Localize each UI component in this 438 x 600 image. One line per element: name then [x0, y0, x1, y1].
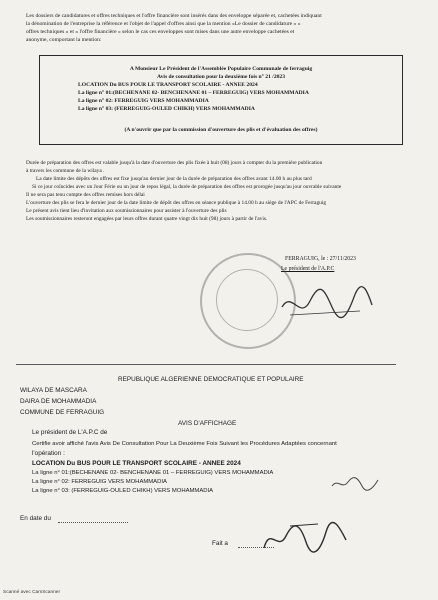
handwritten-number [330, 476, 380, 492]
section-divider [16, 364, 396, 365]
box-addressee: A Monsieur Le Président de l'Assemblée Populaire Communale de ferraguig [129, 66, 313, 72]
body-line-8: Les soumissionnaires resteront engagées par leurs offres durant quatre vingt dix huit (98) jours à partir de l'avis. [26, 216, 268, 222]
intro-line-2: la dénomination de l'entreprise la référence et l'objet de l'appel d'offres ainsi que la mention «Le dossier de candidature » « [26, 21, 301, 27]
body-line-4: Si ce jour coïncides avec un Jour Férie ou un jour de repos légal, la durée de préparation des offres est prorogée jusqu'au jour ouvrable suivante [32, 184, 342, 190]
location-line: LOCATION Du BUS POUR LE TRANSPORT SCOLAIRE - ANNEE 2024 [32, 460, 241, 467]
daira-label: DAIRA DE MOHAMMADIA [20, 398, 97, 405]
intro-line-3: offres techniques » et « l'offre financière » selon le cas ces enveloppes sont mises dans une autre enveloppe cachetées et [26, 29, 295, 35]
certifie-line-1: Certifie avoir affiché l'avis Avis De Consultation Pour La Deuxième Fois Suivant les Procédures Adaptées concernant [32, 441, 337, 447]
box-commission-note: (A n'ouvrir que par la commission d'ouverture des plis et d'évaluation des offres) [124, 127, 318, 133]
en-date-du-label: En date du [20, 515, 51, 522]
date-blank [58, 522, 128, 523]
wilaya-label: WILAYA DE MASCARA [20, 387, 87, 394]
lower-handwritten-signature [260, 518, 350, 558]
sign-place-date: FERRAGUIG, le : 27/11/2023 [285, 256, 356, 262]
body-line-2: à travers les commune de la wilaya . [26, 168, 105, 174]
intro-line-1: Les dossiers de candidatures et offres techniques et l'offre financière sont insérés dans des enveloppe séparée et, cachetées indiquant [26, 13, 322, 19]
lower-ligne-2: La ligne n° 02: FERREGUIG VERS MOHAMMADIA [32, 479, 167, 485]
lower-ligne-3: La ligne n° 03: (FERREGUIG-OULED CHIKH) VERS MOHAMMADIA [32, 488, 214, 494]
lower-ligne-1: La ligne n° 01:(BECHENANE 02- BENCHENANE 01 – FERREGUIG) VERS MOHAMMADIA [32, 470, 274, 476]
box-ligne-2: La ligne n° 02: FERREGUIG VERS MOHAMMADIA [78, 98, 209, 104]
camscanner-watermark: Scanné avec CamScanner [3, 590, 61, 595]
sign-title: Le président de l'A.P.C [281, 266, 335, 272]
box-avis: Avis de consultation pour la deuxième fois n° 21 /2023 [156, 74, 286, 80]
body-line-7: Le présent avis tient lieu d'invitation aux soumissionnaires pour assister à l'ouverture des plis [26, 208, 227, 214]
body-line-1: Durée de préparation des offres est valable jusqu'à la date d'ouverture des plis fixée à huit (08) jours à compter du la première publication [26, 160, 323, 166]
intro-line-4: anonyme, comportant la mention: [26, 37, 102, 43]
commune-label: COMMUNE DE FERRAGUIG [20, 409, 105, 416]
box-location: LOCATION Du BUS POUR LE TRANSPORT SCOLAIRE - ANNEE 2024 [78, 82, 258, 88]
box-ligne-1: La ligne n° 01:(BECHENANE 02- BENCHENANE 01 – FERREGUIG) VERS MOHAMMADIA [78, 90, 309, 96]
republic-heading: REPUBLIQUE ALGERIENNE DEMOCRATIQUE ET POPULAIRE [118, 376, 304, 383]
box-ligne-3: La ligne n° 03: (FERREGUIG-OULED CHIKH) VERS MOHAMMADIA [78, 106, 255, 112]
envelope-mention-box [39, 55, 403, 145]
president-label: Le président de L'A.P.C de [32, 429, 108, 436]
body-line-5: Il ne sera pas tenu compte des offres remises hors délai [26, 192, 145, 198]
certifie-line-2: l'opération : [32, 450, 65, 457]
body-line-3: La date limite des dépôts des offres est fixe jusqu'au dernier jour de la durée de préparation des offres avant 14.00 h au plus tard [36, 176, 312, 182]
official-stamp-inner [216, 269, 278, 331]
avis-affichage-title: AVIS D'AFFICHAGE [178, 420, 237, 427]
handwritten-signature [280, 285, 375, 325]
body-line-6: L'ouverture des plis se fera le dernier jour de la date limite de dépôt des offres en séance publique à 14.00 h au siège de l'APC de Ferraguig [26, 200, 327, 206]
fait-a-label: Fait a [212, 540, 228, 547]
